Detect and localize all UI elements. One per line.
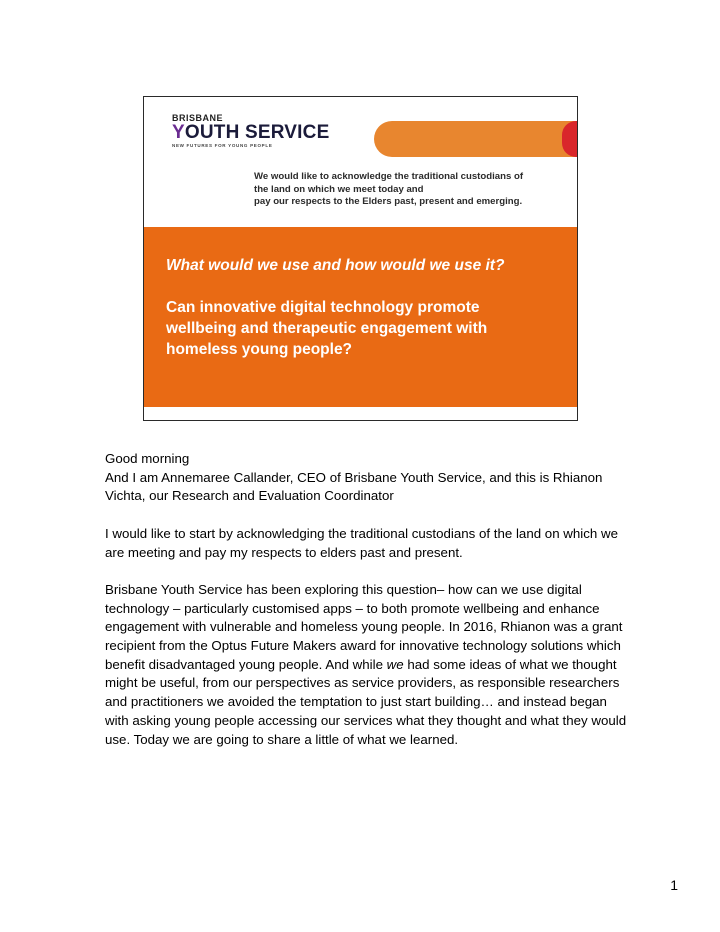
notes-emphasis: we <box>386 656 404 672</box>
question-body <box>166 297 576 360</box>
notes-line: and practitioners we avoided the temptation to just start building… and instead began <box>105 694 607 710</box>
notes-line: are meeting and pay my respects to elders past and present. <box>105 544 463 560</box>
brisbane-youth-service-logo <box>172 113 329 149</box>
notes-line: engagement with vulnerable and homeless young people. In 2016, Rhianon was a grant <box>105 619 623 635</box>
notes-line <box>105 656 625 675</box>
logo-line-2 <box>172 123 329 143</box>
logo-line-2-rest: OUTH SERVICE <box>184 122 330 143</box>
page-number: 1 <box>670 877 678 893</box>
red-header-accent <box>562 121 578 157</box>
acknowledgement-line: pay our respects to the Elders past, present and emerging. <box>254 196 523 207</box>
question-line: wellbeing and therapeutic engagement with <box>166 320 488 337</box>
acknowledgement-text <box>254 171 574 209</box>
notes-line: with asking young people accessing our services what they thought and what they would <box>105 712 627 728</box>
notes-line: I would like to start by acknowledging the traditional custodians of the land on which we <box>105 525 618 541</box>
acknowledgement-line: We would like to acknowledge the traditional custodians of <box>254 171 524 182</box>
question-line: Can innovative digital technology promote <box>166 299 480 316</box>
notes-line: might be useful, from our perspectives as service providers, as responsible researchers <box>105 675 620 691</box>
notes-line: Brisbane Youth Service has been exploring this question– how can we use digital <box>105 581 582 597</box>
notes-line: recipient from the Optus Future Makers award for innovative technology solutions which <box>105 638 621 653</box>
notes-text: benefit disadvantaged young people. And while <box>105 656 387 672</box>
notes-paragraph-2 <box>105 525 625 562</box>
acknowledgement-line: the land on which we meet today and <box>254 183 424 195</box>
notes-paragraph-1 <box>105 450 625 506</box>
question-title: What would we use and how would we use it? <box>166 257 505 274</box>
notes-text: had some ideas of what we thought <box>403 656 617 672</box>
slide-thumbnail <box>143 96 578 421</box>
notes-line: And I am Annemaree Callander, CEO of Brisbane Youth Service, and this is Rhianon <box>105 469 603 485</box>
notes-line: technology – particularly customised apps – to both promote wellbeing and enhance <box>105 600 600 616</box>
notes-line: Good morning <box>105 451 190 466</box>
logo-accent-letter: Y <box>172 122 185 143</box>
logo-tagline: NEW FUTURES FOR YOUNG PEOPLE <box>172 143 273 148</box>
notes-line: use. Today we are going to share a little of what we learned. <box>105 731 459 747</box>
question-panel <box>144 227 577 407</box>
speaker-notes <box>105 450 625 768</box>
notes-paragraph-3 <box>105 581 625 749</box>
question-line: homeless young people? <box>166 341 353 358</box>
logo-line-1: BRISBANE <box>172 113 224 123</box>
notes-line: Vichta, our Research and Evaluation Coordinator <box>105 488 394 504</box>
orange-header-bar <box>374 121 578 157</box>
